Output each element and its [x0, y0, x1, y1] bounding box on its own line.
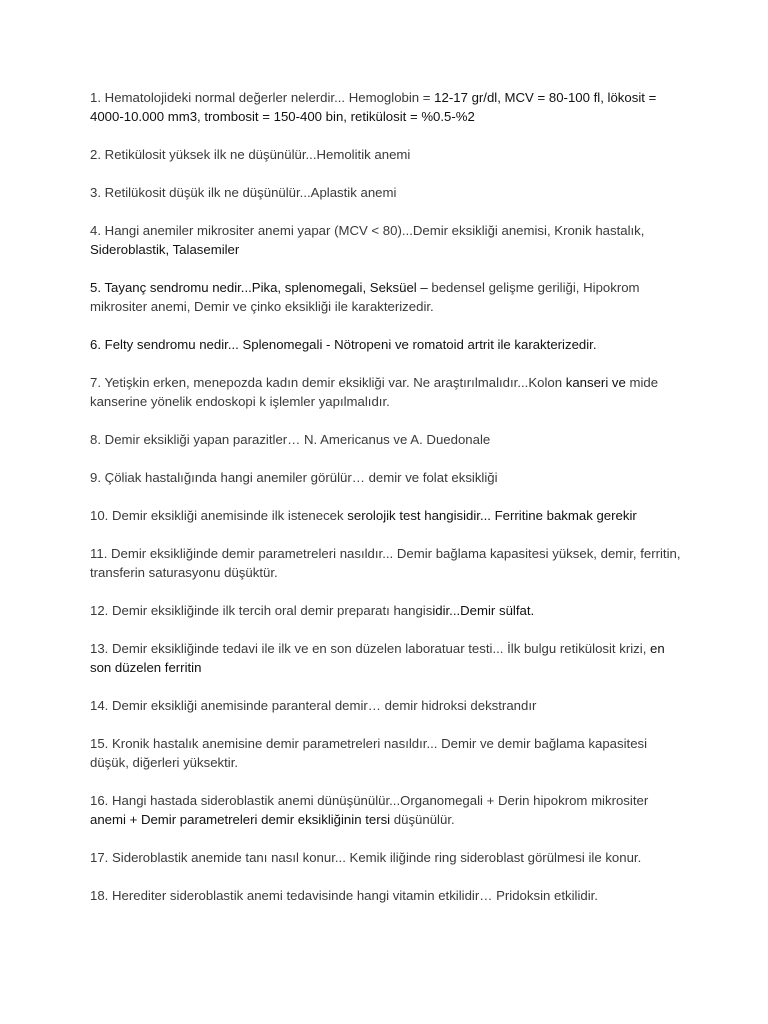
list-item-7: 7. Yetişkin erken, menepozda kadın demir eksikliği var. Ne araştırılmalıdır...Kolon kanseri ve mide kanserine yönelik endoskopi k işlemler yapılmalıdır.	[90, 375, 659, 409]
document-body	[90, 88, 685, 924]
list-item-4: 4. Hangi anemiler mikrositer anemi yapar (MCV < 80)...Demir eksikliği anemisi, Kronik hastalık, Sideroblastik, Talasemiler	[90, 223, 645, 257]
list-item-13: 13. Demir eksikliğinde tedavi ile ilk ve en son düzelen laboratuar testi... İlk bulgu retikülosit krizi, en son düzelen ferritin	[90, 641, 665, 675]
list-item-6: 6. Felty sendromu nedir... Splenomegali - Nötropeni ve romatoid artrit ile karakterizedir.	[90, 337, 597, 352]
list-item-18: 18. Herediter sideroblastik anemi tedavisinde hangi vitamin etkilidir… Pridoksin etkilidir.	[90, 888, 598, 903]
list-item-9: 9. Çöliak hastalığında hangi anemiler görülür… demir ve folat eksikliği	[90, 470, 498, 485]
list-item-12: 12. Demir eksikliğinde ilk tercih oral demir preparatı hangisidir...Demir sülfat.	[90, 603, 535, 618]
list-item-17: 17. Sideroblastik anemide tanı nasıl konur... Kemik iliğinde ring sideroblast görülmesi ile konur.	[90, 850, 642, 865]
list-item-10: 10. Demir eksikliği anemisinde ilk istenecek serolojik test hangisidir... Ferritine bakmak gerekir	[90, 508, 637, 523]
list-item-5: 5. Tayanç sendromu nedir...Pika, splenomegali, Seksüel – bedensel gelişme geriliği, Hipokrom mikrositer anemi, Demir ve çinko eksikliği ile karakterizedir.	[90, 280, 640, 314]
list-item-1: 1. Hematolojideki normal değerler nelerdir... Hemoglobin = 12-17 gr/dl, MCV = 80-100 fl, lökosit = 4000-10.000 mm3, trombosit = 150-400 bin, retikülosit = %0.5-%2	[90, 90, 657, 124]
list-item-3: 3. Retilükosit düşük ilk ne düşünülür...Aplastik anemi	[90, 185, 397, 200]
list-item-15: 15. Kronik hastalık anemisine demir parametreleri nasıldır... Demir ve demir bağlama kapasitesi düşük, diğerleri yüksektir.	[90, 736, 648, 770]
list-item-11: 11. Demir eksikliğinde demir parametreleri nasıldır... Demir bağlama kapasitesi yüksek, demir, ferritin, transferin saturasyonu düşüktür.	[90, 546, 681, 580]
list-item-16: 16. Hangi hastada sideroblastik anemi dünüşünülür...Organomegali + Derin hipokrom mikrositer anemi + Demir parametreleri demir eksikliğinin tersi düşünülür.	[90, 793, 649, 827]
list-item-14: 14. Demir eksikliği anemisinde paranteral demir… demir hidroksi dekstrandır	[90, 698, 537, 713]
list-item-8: 8. Demir eksikliği yapan parazitler… N. Americanus ve A. Duedonale	[90, 432, 491, 447]
list-item-2: 2. Retikülosit yüksek ilk ne düşünülür...Hemolitik anemi	[90, 147, 411, 162]
